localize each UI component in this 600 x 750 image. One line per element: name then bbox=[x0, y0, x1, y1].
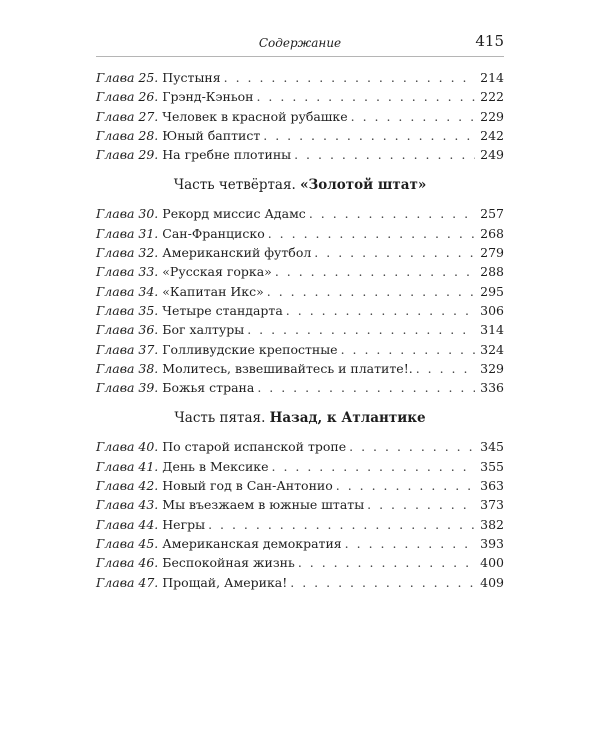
chapter-page-number: 363 bbox=[480, 478, 504, 494]
toc-entry bbox=[96, 68, 504, 87]
chapter-title: Человек в красной рубашке bbox=[162, 108, 348, 124]
toc-entry bbox=[96, 553, 504, 572]
toc-entry bbox=[96, 107, 504, 126]
toc-entry bbox=[96, 262, 504, 281]
table-of-contents bbox=[96, 68, 504, 592]
dot-leader bbox=[275, 262, 475, 281]
header-rule bbox=[96, 56, 504, 57]
dot-leader bbox=[268, 224, 475, 243]
chapter-label: Глава 34. bbox=[96, 283, 159, 299]
chapter-page-number: 268 bbox=[480, 225, 504, 241]
chapter-title: Мы въезжаем в южные штаты bbox=[162, 497, 365, 513]
chapter-label: Глава 30. bbox=[96, 206, 159, 222]
chapter-page-number: 382 bbox=[480, 516, 504, 532]
chapter-page-number: 324 bbox=[480, 341, 504, 357]
toc-entry bbox=[96, 320, 504, 339]
toc-entry bbox=[96, 457, 504, 476]
part-heading bbox=[96, 172, 504, 198]
chapter-title: Пустыня bbox=[162, 70, 221, 85]
chapter-title: «Русская горка» bbox=[162, 264, 272, 280]
dot-leader bbox=[349, 437, 475, 456]
chapter-page-number: 409 bbox=[480, 574, 504, 590]
chapter-title: Рекорд миссис Адамс bbox=[162, 206, 306, 222]
chapter-label: Глава 44. bbox=[96, 516, 159, 532]
chapter-title: На гребне плотины bbox=[162, 147, 292, 163]
dot-leader bbox=[341, 340, 475, 359]
page-number: 415 bbox=[475, 32, 504, 50]
chapter-title: По старой испанской тропе bbox=[162, 439, 347, 455]
toc-entry bbox=[96, 359, 504, 378]
toc-entry bbox=[96, 145, 504, 164]
chapter-label: Глава 37. bbox=[96, 341, 159, 357]
chapter-page-number: 257 bbox=[480, 206, 504, 222]
toc-entry bbox=[96, 515, 504, 534]
chapter-page-number: 279 bbox=[480, 245, 504, 261]
dot-leader bbox=[351, 107, 475, 126]
running-head bbox=[96, 30, 504, 52]
toc-entry bbox=[96, 573, 504, 592]
toc-entry bbox=[96, 378, 504, 397]
chapter-label: Глава 31. bbox=[96, 225, 159, 241]
chapter-title: День в Мексике bbox=[162, 458, 269, 474]
chapter-label: Глава 27. bbox=[96, 108, 159, 124]
chapter-label: Глава 35. bbox=[96, 302, 159, 318]
part-heading bbox=[96, 405, 504, 431]
chapter-page-number: 336 bbox=[480, 380, 504, 396]
dot-leader bbox=[367, 495, 475, 514]
chapter-title: Новый год в Сан-Антонио bbox=[162, 478, 333, 494]
chapter-title: «Капитан Икс» bbox=[162, 283, 264, 299]
toc-entry bbox=[96, 204, 504, 223]
dot-leader bbox=[224, 68, 475, 87]
dot-leader bbox=[272, 457, 475, 476]
chapter-title: Голливудские крепостные bbox=[162, 341, 338, 357]
toc-entry bbox=[96, 340, 504, 359]
chapter-page-number: 355 bbox=[480, 458, 504, 474]
dot-leader bbox=[267, 282, 475, 301]
dot-leader bbox=[263, 126, 475, 145]
toc-entry bbox=[96, 224, 504, 243]
dot-leader bbox=[309, 204, 475, 223]
chapter-page-number: 329 bbox=[480, 360, 504, 376]
chapter-label: Глава 36. bbox=[96, 322, 159, 338]
chapter-page-number: 306 bbox=[480, 302, 504, 318]
toc-entry bbox=[96, 476, 504, 495]
part-label: Часть четвёртая. bbox=[173, 177, 296, 194]
dot-leader bbox=[298, 553, 475, 572]
chapter-page-number: 242 bbox=[480, 127, 504, 143]
chapter-label: Глава 40. bbox=[96, 439, 159, 455]
chapter-page-number: 229 bbox=[480, 108, 504, 124]
chapter-label: Глава 26. bbox=[96, 89, 159, 105]
dot-leader bbox=[256, 87, 475, 106]
chapter-title: Божья страна bbox=[162, 380, 255, 396]
part-name: «Золотой штат» bbox=[300, 177, 427, 194]
chapter-title: Американская демократия bbox=[162, 535, 342, 551]
chapter-label: Глава 28. bbox=[96, 127, 159, 143]
chapter-title: Сан-Франциско bbox=[162, 225, 265, 241]
dot-leader bbox=[416, 359, 475, 378]
chapter-title: Американский футбол bbox=[162, 245, 312, 261]
dot-leader bbox=[247, 320, 475, 339]
toc-entry bbox=[96, 243, 504, 262]
dot-leader bbox=[314, 243, 475, 262]
dot-leader bbox=[294, 145, 475, 164]
chapter-page-number: 393 bbox=[480, 535, 504, 551]
dot-leader bbox=[336, 476, 475, 495]
chapter-label: Глава 39. bbox=[96, 380, 159, 396]
toc-entry bbox=[96, 301, 504, 320]
dot-leader bbox=[257, 378, 475, 397]
toc-entry bbox=[96, 437, 504, 456]
part-label: Часть пятая. bbox=[174, 410, 266, 427]
toc-entry bbox=[96, 534, 504, 553]
chapter-title: Юный баптист bbox=[162, 127, 261, 143]
toc-entry bbox=[96, 126, 504, 145]
chapter-page-number: 345 bbox=[480, 439, 504, 455]
chapter-title: Молитесь, взвешивайтесь и платите!. bbox=[162, 360, 413, 376]
chapter-page-number: 314 bbox=[480, 322, 504, 338]
chapter-page-number: 288 bbox=[480, 264, 504, 280]
chapter-label: Глава 33. bbox=[96, 264, 159, 280]
chapter-title: Прощай, Америка! bbox=[162, 574, 288, 590]
chapter-title: Беспокойная жизнь bbox=[162, 555, 295, 571]
dot-leader bbox=[208, 515, 475, 534]
chapter-page-number: 400 bbox=[480, 555, 504, 571]
chapter-page-number: 222 bbox=[480, 89, 504, 105]
toc-entry bbox=[96, 495, 504, 514]
chapter-label: Глава 32. bbox=[96, 245, 159, 261]
running-title: Содержание bbox=[258, 36, 342, 50]
chapter-page-number: 295 bbox=[480, 283, 504, 299]
chapter-title: Четыре стандарта bbox=[162, 302, 283, 318]
chapter-label: Глава 25. bbox=[96, 70, 159, 85]
chapter-page-number: 249 bbox=[480, 147, 504, 163]
toc-entry bbox=[96, 87, 504, 106]
dot-leader bbox=[345, 534, 475, 553]
chapter-label: Глава 29. bbox=[96, 147, 159, 163]
chapter-title: Грэнд-Кэньон bbox=[162, 89, 254, 105]
toc-entry bbox=[96, 282, 504, 301]
chapter-label: Глава 45. bbox=[96, 535, 159, 551]
chapter-label: Глава 38. bbox=[96, 360, 159, 376]
chapter-label: Глава 41. bbox=[96, 458, 159, 474]
part-name: Назад, к Атлантике bbox=[269, 410, 426, 427]
dot-leader bbox=[286, 301, 475, 320]
chapter-title: Негры bbox=[162, 516, 206, 532]
chapter-page-number: 214 bbox=[480, 70, 504, 85]
chapter-label: Глава 47. bbox=[96, 574, 159, 590]
chapter-title: Бог халтуры bbox=[162, 322, 245, 338]
dot-leader bbox=[290, 573, 475, 592]
chapter-label: Глава 43. bbox=[96, 497, 159, 513]
chapter-label: Глава 46. bbox=[96, 555, 159, 571]
chapter-page-number: 373 bbox=[480, 497, 504, 513]
chapter-label: Глава 42. bbox=[96, 478, 159, 494]
